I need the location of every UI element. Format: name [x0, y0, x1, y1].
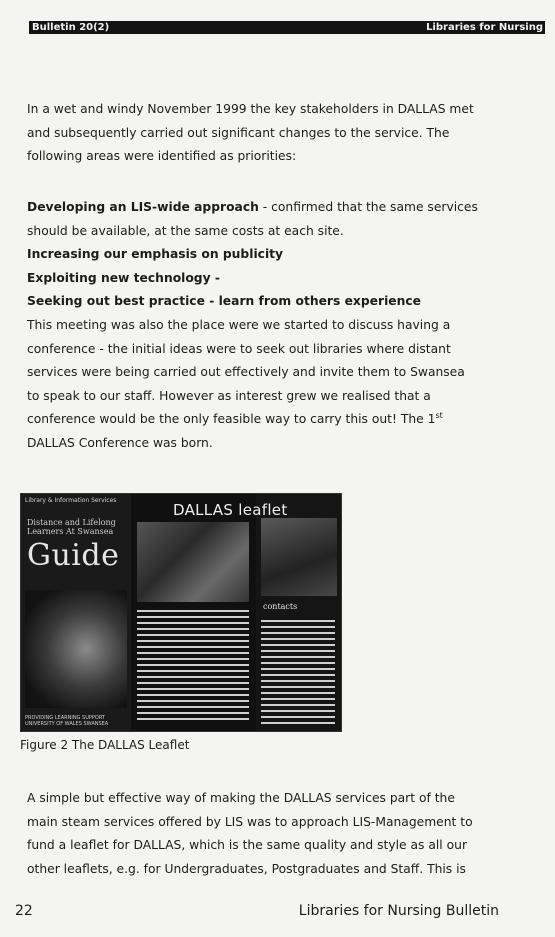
priority-item: Seeking out best practice - learn from others experience — [27, 294, 422, 308]
text-line: In a wet and windy November 1999 the key stakeholders in DALLAS met — [27, 102, 474, 116]
header-journal-title: Libraries for Nursing — [426, 22, 543, 33]
dallas-leaflet-image — [20, 493, 342, 732]
priority-item: Increasing our emphasis on publicity — [27, 247, 284, 261]
priority-description: - confirmed that the same services — [258, 200, 478, 214]
text-line — [27, 408, 497, 432]
figure-caption: Figure 2 The DALLAS Leaflet — [20, 738, 190, 752]
leaflet-photo — [25, 590, 127, 708]
text-line: fund a leaflet for DALLAS, which is the same quality and style as all our — [27, 838, 467, 852]
ordinal-superscript: st — [435, 410, 443, 420]
leaflet-contacts-heading: contacts — [263, 602, 298, 611]
leaflet-subtitle: Distance and Lifelong Learners At Swansea — [27, 518, 116, 536]
text-line: should be available, at the same costs at each site. — [27, 223, 344, 238]
text-line: A simple but effective way of making the DALLAS services part of the — [27, 791, 455, 805]
leaflet-photo — [137, 522, 249, 602]
leaflet-guide-word: Guide — [27, 538, 120, 573]
text-line: following areas were identified as priorities: — [27, 149, 297, 163]
text-line: This meeting was also the place were we started to discuss having a — [27, 318, 451, 332]
priorities-list — [27, 196, 497, 314]
text-line: main steam services offered by LIS was to approach LIS-Management to — [27, 814, 473, 829]
conference-paragraph — [27, 314, 497, 455]
leaflet-contacts-text — [261, 616, 335, 728]
text-line: other leaflets, e.g. for Undergraduates, Postgraduates and Staff. This is — [27, 861, 466, 876]
running-header — [29, 21, 545, 34]
leaflet-bottom-label: PROVIDING LEARNING SUPPORT UNIVERSITY OF WALES SWANSEA — [25, 715, 109, 727]
header-bulletin-number: Bulletin 20(2) — [32, 22, 110, 33]
text-line: DALLAS Conference was born. — [27, 435, 213, 450]
priority-item — [27, 196, 497, 220]
leaflet-photo — [261, 518, 337, 596]
text-line: and subsequently carried out significant changes to the service. The — [27, 125, 450, 140]
text-line: services were being carried out effectively and invite them to Swansea — [27, 365, 465, 379]
text-line: conference - the initial ideas were to seek out libraries where distant — [27, 341, 451, 356]
leaflet-body-text — [137, 606, 249, 724]
leaflet-paragraph — [27, 787, 497, 881]
text-fragment: conference would be the only feasible way to carry this out! The 1 — [27, 412, 436, 426]
text-line: to speak to our staff. However as interest grew we realised that a — [27, 388, 431, 403]
priority-heading: Developing an LIS-wide approach — [27, 200, 259, 214]
page-number: 22 — [15, 903, 33, 919]
leaflet-top-label: Library & Information Services — [25, 497, 117, 504]
intro-paragraph — [27, 98, 497, 169]
leaflet-title: DALLAS leaflet — [173, 501, 288, 519]
priority-item: Exploiting new technology - — [27, 270, 221, 285]
footer-journal-title: Libraries for Nursing Bulletin — [298, 903, 499, 919]
